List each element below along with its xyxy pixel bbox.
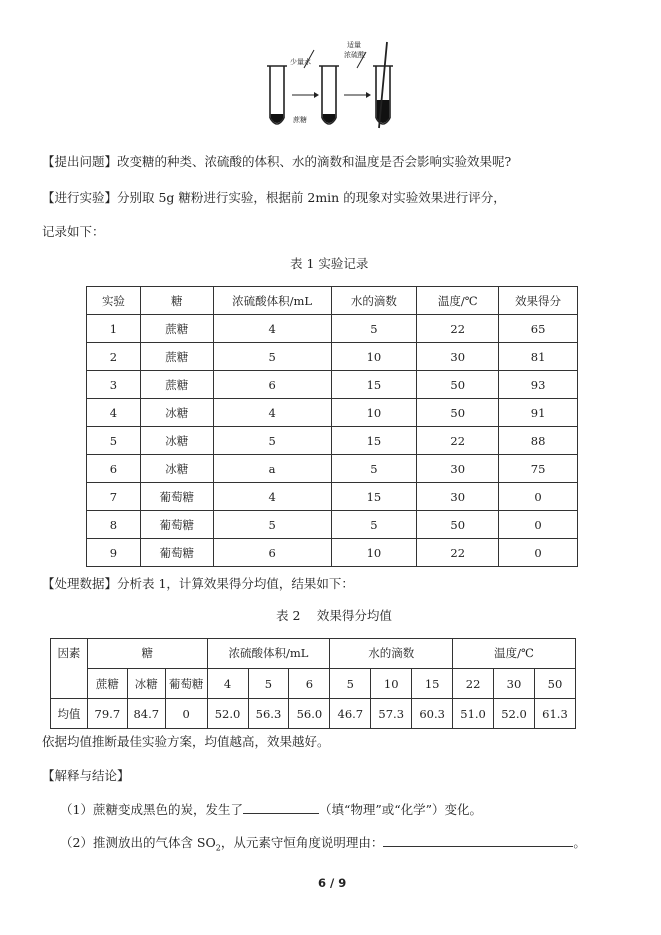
table2-subheader: 6: [289, 669, 330, 699]
table2-caption: 表 2 效果得分均值: [276, 608, 392, 623]
table-cell: 蔗糖: [140, 371, 213, 399]
question-2-text-after: 。: [573, 835, 586, 850]
table-row: [87, 315, 578, 343]
table2-mean-value: 52.0: [207, 699, 248, 729]
table2-subheader: 5: [248, 669, 289, 699]
table2-mean-value: 56.3: [248, 699, 289, 729]
question-2: [60, 833, 586, 853]
table-cell: 6: [87, 455, 141, 483]
test-tube-3: [373, 42, 393, 128]
paragraph-inference: 依据均值推断最佳实验方案，均值越高，效果越好。: [42, 734, 330, 749]
test-tube-2: [319, 66, 339, 124]
table-row: [87, 483, 578, 511]
table1: [86, 286, 578, 567]
table-row: [87, 399, 578, 427]
table-cell: 15: [331, 483, 417, 511]
page-number: 6 / 9: [318, 876, 347, 890]
table1-caption: 表 1 实验记录: [290, 256, 369, 271]
table2-group-header: 浓硫酸体积/mL: [207, 639, 330, 669]
table2-mean-value: 46.7: [330, 699, 371, 729]
table-row: [87, 455, 578, 483]
paragraph-experiment: 【进行实验】分别取 5g 糖粉进行实验，根据前 2min 的现象对实验效果进行评分，: [42, 190, 506, 205]
test-tube-1: [267, 66, 287, 124]
table2-group-header: 糖: [87, 639, 207, 669]
table-row: [87, 511, 578, 539]
table1-header: 效果得分: [499, 287, 578, 315]
paragraph-process: 【处理数据】分析表 1，计算效果得分均值，结果如下：: [42, 576, 354, 591]
table2-group-header: 水的滴数: [330, 639, 453, 669]
table2-mean-value: 56.0: [289, 699, 330, 729]
label-sugar: 蔗糖: [293, 116, 307, 124]
table2-mean-row: [51, 699, 576, 729]
table-row: [87, 343, 578, 371]
table-cell: 葡萄糖: [140, 539, 213, 567]
table1-header: 浓硫酸体积/mL: [213, 287, 331, 315]
table-cell: 4: [213, 399, 331, 427]
table-cell: 22: [417, 315, 499, 343]
table-cell: 30: [417, 483, 499, 511]
table-cell: 0: [499, 539, 578, 567]
table2-mean-value: 60.3: [412, 699, 453, 729]
table-cell: 22: [417, 427, 499, 455]
table2-subheader: 50: [534, 669, 575, 699]
table-cell: 15: [331, 371, 417, 399]
table-cell: 30: [417, 343, 499, 371]
table-cell: 蔗糖: [140, 343, 213, 371]
table-cell: 1: [87, 315, 141, 343]
table-cell: 8: [87, 511, 141, 539]
table-cell: 75: [499, 455, 578, 483]
table2-subheader: 10: [371, 669, 412, 699]
table-cell: 葡萄糖: [140, 511, 213, 539]
table2-mean-value: 57.3: [371, 699, 412, 729]
table2-mean-value: 79.7: [87, 699, 127, 729]
table2: [50, 638, 576, 729]
table-cell: 5: [213, 343, 331, 371]
table-cell: 5: [331, 315, 417, 343]
table-cell: 50: [417, 371, 499, 399]
table1-header: 水的滴数: [331, 287, 417, 315]
paragraph-question: 【提出问题】改变糖的种类、浓硫酸的体积、水的滴数和温度是否会影响实验效果呢?: [42, 154, 512, 169]
table2-subheader-row: [51, 669, 576, 699]
question-2-answer-blank[interactable]: [383, 834, 573, 847]
table-cell: 81: [499, 343, 578, 371]
table2-subheader: 30: [494, 669, 535, 699]
table2-group-row: [51, 639, 576, 669]
table2-mean-value: 0: [165, 699, 207, 729]
table-cell: 91: [499, 399, 578, 427]
table-cell: 4: [213, 315, 331, 343]
table-cell: 10: [331, 539, 417, 567]
table-cell: 88: [499, 427, 578, 455]
table-cell: 30: [417, 455, 499, 483]
table-cell: 10: [331, 343, 417, 371]
table-row: [87, 427, 578, 455]
table2-subheader: 蔗糖: [87, 669, 127, 699]
table2-mean-value: 52.0: [494, 699, 535, 729]
table-cell: 葡萄糖: [140, 483, 213, 511]
table2-subheader: 葡萄糖: [165, 669, 207, 699]
table-cell: 5: [331, 511, 417, 539]
label-water: 少量水: [290, 58, 311, 66]
table-cell: 6: [213, 539, 331, 567]
table-cell: 50: [417, 511, 499, 539]
table-cell: 50: [417, 399, 499, 427]
table-cell: 冰糖: [140, 399, 213, 427]
table2-subheader: 冰糖: [127, 669, 165, 699]
question-1-text-before: （1）蔗糖变成黑色的炭，发生了: [60, 802, 243, 817]
table-cell: 15: [331, 427, 417, 455]
table-cell: 10: [331, 399, 417, 427]
table1-header: 温度/℃: [417, 287, 499, 315]
table1-header-row: [87, 287, 578, 315]
table2-factor-label: 因素: [51, 639, 88, 699]
table2-subheader: 5: [330, 669, 371, 699]
question-2-text-middle: ，从元素守恒角度说明理由：: [220, 835, 384, 850]
table-row: [87, 371, 578, 399]
table-cell: 冰糖: [140, 455, 213, 483]
table-cell: 6: [213, 371, 331, 399]
table-cell: 0: [499, 483, 578, 511]
table-cell: 5: [87, 427, 141, 455]
table-cell: 5: [331, 455, 417, 483]
table1-header: 实验: [87, 287, 141, 315]
question-2-text-before: （2）推测放出的气体含 SO: [60, 835, 216, 850]
table-cell: 7: [87, 483, 141, 511]
table2-mean-value: 84.7: [127, 699, 165, 729]
table-cell: 5: [213, 427, 331, 455]
paragraph-record: 记录如下：: [42, 224, 105, 239]
table2-mean-label: 均值: [51, 699, 88, 729]
experiment-figure: [262, 38, 412, 130]
table-cell: 冰糖: [140, 427, 213, 455]
question-2-subscript: 2: [215, 843, 221, 853]
table2-subheader: 15: [412, 669, 453, 699]
table-cell: 4: [213, 483, 331, 511]
table2-mean-value: 51.0: [453, 699, 494, 729]
table-cell: 3: [87, 371, 141, 399]
table-cell: 0: [499, 511, 578, 539]
table1-header: 糖: [140, 287, 213, 315]
table-cell: 65: [499, 315, 578, 343]
table-cell: 蔗糖: [140, 315, 213, 343]
table-row: [87, 539, 578, 567]
label-acid-line1: 适量: [347, 41, 361, 49]
table2-mean-value: 61.3: [534, 699, 575, 729]
table2-subheader: 22: [453, 669, 494, 699]
question-1-text-after: （填“物理”或“化学”）变化。: [318, 802, 483, 817]
question-1-answer-blank[interactable]: [243, 801, 319, 814]
table-cell: 93: [499, 371, 578, 399]
paragraph-conclusion-heading: 【解释与结论】: [42, 768, 130, 783]
table-cell: 5: [213, 511, 331, 539]
table-cell: 2: [87, 343, 141, 371]
table2-group-header: 温度/℃: [453, 639, 576, 669]
table-cell: 9: [87, 539, 141, 567]
question-1: [60, 800, 482, 818]
table-cell: 22: [417, 539, 499, 567]
table-cell: 4: [87, 399, 141, 427]
label-acid-line2: 浓硫酸: [344, 51, 365, 59]
table-cell: a: [213, 455, 331, 483]
table2-subheader: 4: [207, 669, 248, 699]
